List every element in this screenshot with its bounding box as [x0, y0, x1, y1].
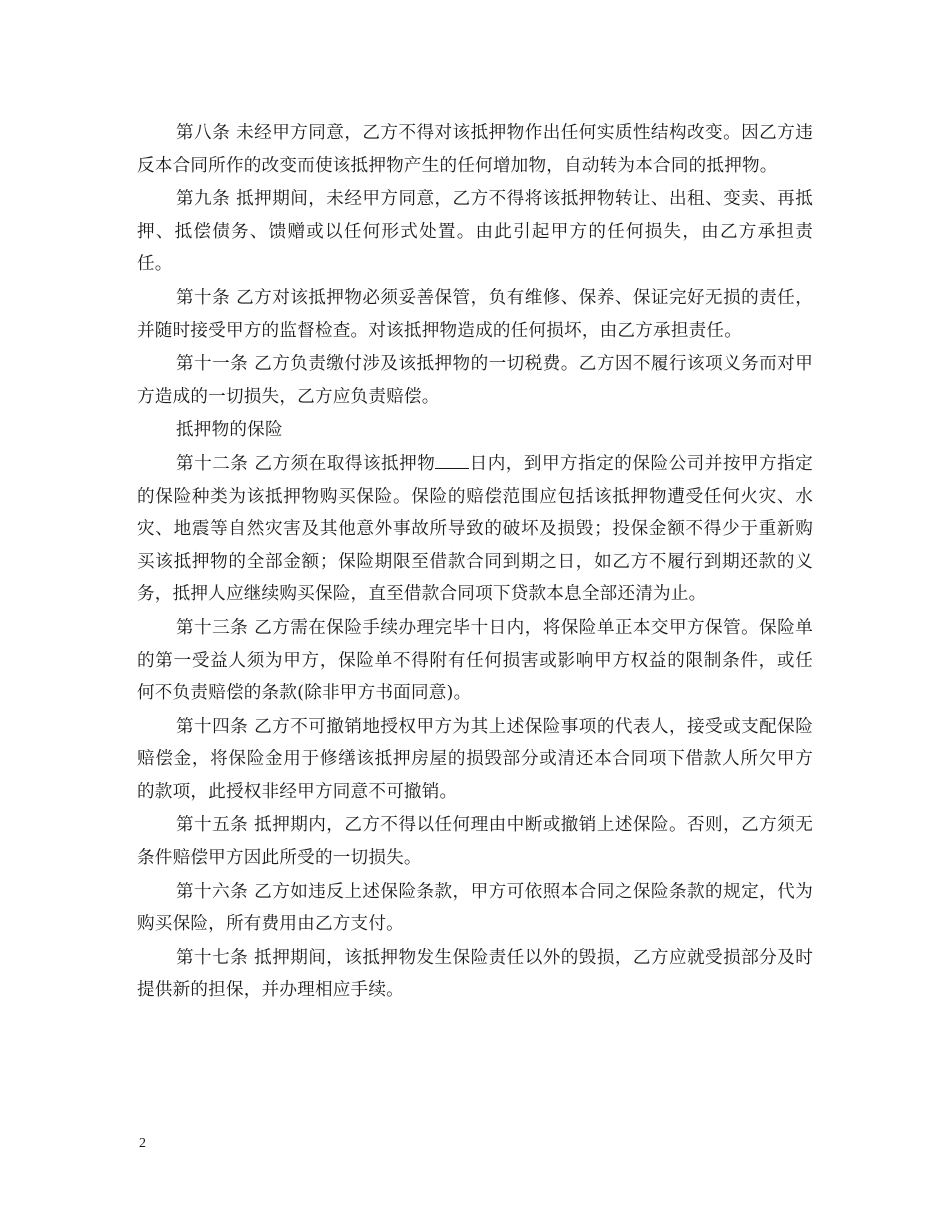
- clause-12: [137, 448, 813, 611]
- document-body: [137, 117, 813, 1008]
- clause-13: 第十三条 乙方需在保险手续办理完毕十日内，将保险单正本交甲方保管。保险单的第一受益人须为甲方，保险单不得附有任何损害或影响甲方权益的限制条件，或任何不负责赔偿的条款(除非甲方书面同意)。: [137, 617, 813, 704]
- clause-9: 第九条 抵押期间，未经甲方同意，乙方不得将该抵押物转让、出租、变卖、再抵押、抵偿债务、馈赠或以任何形式处置。由此引起甲方的任何损失，由乙方承担责任。: [137, 189, 813, 275]
- clause-12-rest: 日内，到甲方指定的保险公司并按甲方指定的保险种类为该抵押物购买保险。保险的赔偿范围应包括该抵押物遭受任何火灾、水灾、地震等自然灾害及其他意外事故所导致的破坏及损毁；投保金额不得少于重新购买该抵押物的全部金额；保险期限至借款合同到期之日，如乙方不履行到期还款的义务，抵押人应继续购买保险，直至借款合同项下贷款本息全部还清为止。: [137, 453, 813, 605]
- clause-8: 第八条 未经甲方同意，乙方不得对该抵押物作出任何实质性结构改变。因乙方违反本合同所作的改变而使该抵押物产生的任何增加物，自动转为本合同的抵押物。: [137, 123, 813, 176]
- clause-11: 第十一条 乙方负责缴付涉及该抵押物的一切税费。乙方因不履行该项义务而对甲方造成的一切损失，乙方应负责赔偿。: [137, 354, 813, 407]
- clause-17: 第十七条 抵押期间，该抵押物发生保险责任以外的毁损，乙方应就受损部分及时提供新的担保，并办理相应手续。: [137, 947, 813, 1001]
- clause-12-start: 第十二条 乙方须在取得该抵押物: [176, 453, 436, 474]
- page-number: 2: [139, 1136, 146, 1151]
- clause-15: 第十五条 抵押期内，乙方不得以任何理由中断或撤销上述保险。否则，乙方须无条件赔偿甲方因此所受的一切损失。: [137, 815, 813, 869]
- clause-10: 第十条 乙方对该抵押物必须妥善保管，负有维修、保养、保证完好无损的责任，并随时接受甲方的监督检查。对该抵押物造成的任何损坏，由乙方承担责任。: [137, 287, 813, 341]
- section-heading-insurance: 抵押物的保险: [176, 420, 283, 441]
- clause-14: 第十四条 乙方不可撤销地授权甲方为其上述保险事项的代表人，接受或支配保险赔偿金，将保险金用于修缮该抵押房屋的损毁部分或清还本合同项下借款人所欠甲方的款项，此授权非经甲方同意不可撤销。: [137, 716, 813, 802]
- fill-in-blank: [435, 454, 469, 469]
- clause-16: 第十六条 乙方如违反上述保险条款，甲方可依照本合同之保险条款的规定，代为购买保险，所有费用由乙方支付。: [137, 881, 813, 935]
